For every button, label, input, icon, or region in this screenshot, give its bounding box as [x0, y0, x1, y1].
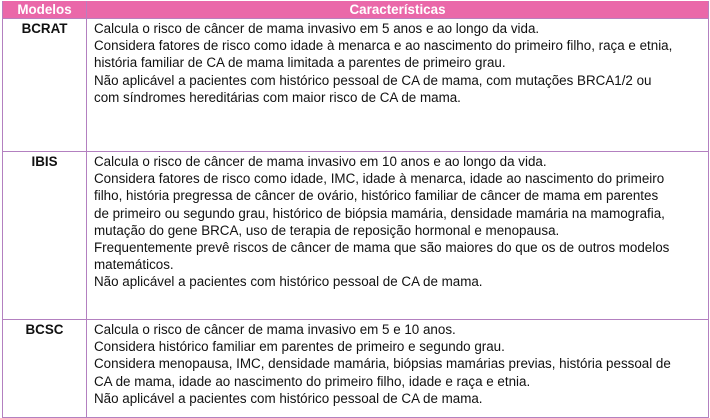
model-name-cell: BCSC	[3, 320, 87, 418]
characteristic-line: Considera fatores de risco como idade, IMC, idade à menarca, idade ao nascimento do primeiro	[94, 171, 665, 187]
table-header-row	[3, 1, 709, 19]
characteristic-line: filho, história pregressa de câncer de ovário, histórico familiar de câncer de mama em parentes	[94, 188, 659, 204]
characteristic-line: Calcula o risco de câncer de mama invasivo em 5 e 10 anos.	[94, 322, 456, 337]
characteristic-line: Calcula o risco de câncer de mama invasivo em 10 anos e ao longo da vida.	[94, 154, 547, 169]
model-name-cell: BCRAT	[3, 19, 87, 152]
characteristic-line: Considera menopausa, IMC, densidade mamária, biópsias mamárias previas, história pessoal de	[94, 356, 671, 372]
characteristic-line: Não aplicável a pacientes com histórico pessoal de CA de mama, com mutações BRCA1/2 ou	[94, 72, 652, 88]
characteristic-line: de primeiro ou segundo grau, histórico de biópsia mamária, densidade mamária na mamografia,	[94, 205, 665, 221]
characteristic-line: Calcula o risco de câncer de mama invasivo em 5 anos e ao longo da vida.	[94, 21, 540, 36]
table-row-bcsc	[3, 320, 709, 418]
characteristic-line: Não aplicável a pacientes com histórico pessoal de CA de mama.	[94, 390, 483, 406]
header-models: Modelos	[3, 1, 87, 19]
characteristic-line: Não aplicável a pacientes com histórico pessoal de CA de mama.	[94, 274, 483, 290]
model-name-cell: IBIS	[3, 152, 87, 320]
risk-models-table	[2, 1, 709, 418]
characteristics-cell	[87, 152, 709, 320]
characteristic-line: Considera fatores de risco como idade à menarca e ao nascimento do primeiro filho, raça e etnia,	[94, 38, 673, 54]
characteristic-line: Frequentemente prevê riscos de câncer de mama que são maiores do que os de outros modelos	[94, 240, 670, 256]
header-characteristics: Características	[87, 1, 709, 19]
characteristic-line: Considera histórico familiar em parentes de primeiro e segundo grau.	[94, 339, 505, 355]
table-row-bcrat	[3, 19, 709, 152]
characteristic-line: mutação do gene BRCA, uso de terapia de reposição hormonal e menopausa.	[94, 222, 560, 238]
characteristic-line: com síndromes hereditárias com maior risco de CA de mama.	[94, 89, 461, 105]
characteristic-line: história familiar de CA de mama limitada a parentes de primeiro grau.	[94, 55, 506, 71]
characteristics-cell	[87, 19, 709, 152]
characteristic-line: matemáticos.	[94, 257, 174, 273]
table-row-ibis	[3, 152, 709, 320]
characteristics-cell	[87, 320, 709, 418]
characteristic-line: CA de mama, idade ao nascimento do primeiro filho, idade e raça e etnia.	[94, 373, 531, 389]
